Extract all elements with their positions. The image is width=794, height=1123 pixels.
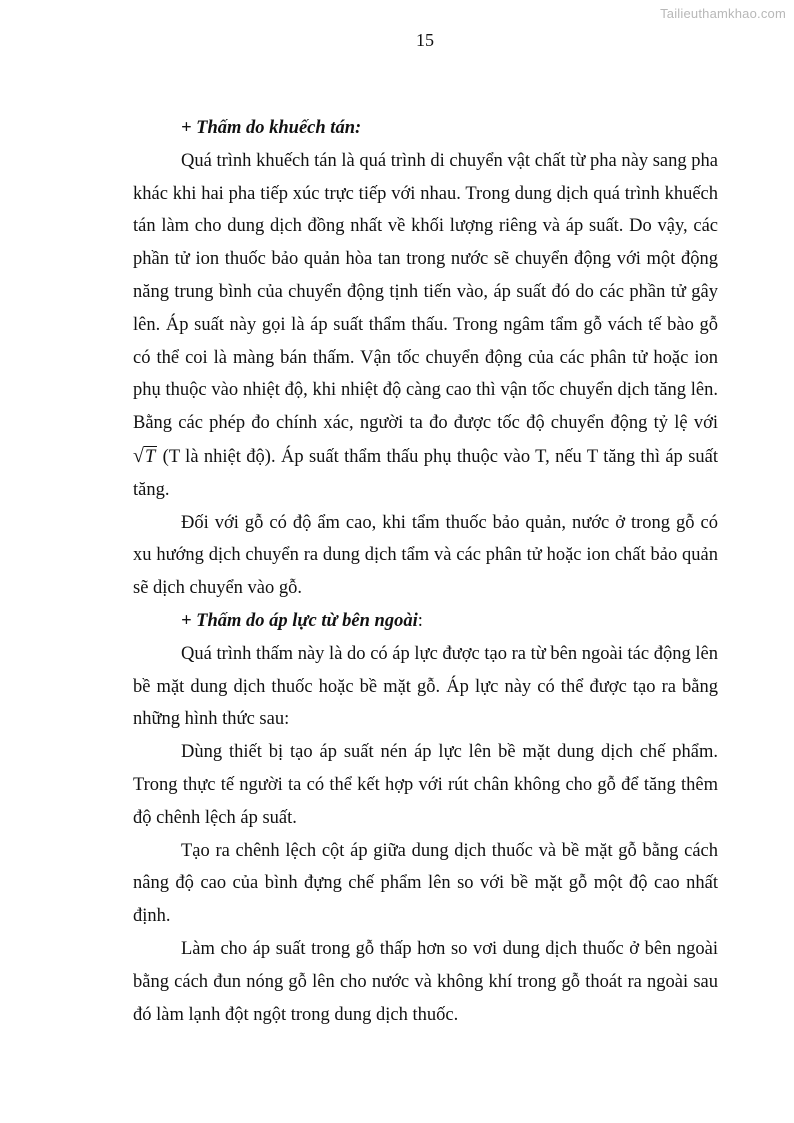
diffusion-paragraph-1-tail: (T là nhiệt độ). Áp suất thẩm thấu phụ thuộc vào T, nếu T tăng thì áp suất tăng. (133, 446, 718, 500)
pressure-heading: + Thấm do áp lực từ bên ngoài (181, 610, 418, 631)
pressure-paragraph-4: Làm cho áp suất trong gỗ thấp hơn so vơi dung dịch thuốc ở bên ngoài bằng cách đun nóng gỗ lên cho nước và không khí trong gỗ thoát ra ngoài sau đó làm lạnh đột ngột trong dung dịch thuốc. (133, 938, 718, 1025)
square-root-icon: √ (133, 444, 144, 467)
pressure-paragraph-2: Dùng thiết bị tạo áp suất nén áp lực lên bề mặt dung dịch chế phẩm. Trong thực tế người ta có thể kết hợp với rút chân không cho gỗ để tăng thêm độ chênh lệch áp suất. (133, 742, 718, 828)
diffusion-paragraph-2: Đối với gỗ có độ ẩm cao, khi tẩm thuốc bảo quản, nước ở trong gỗ có xu hướng dịch chuyển ra dung dịch tẩm và các phân tử hoặc ion chất bảo quản sẽ dịch chuyển vào gỗ. (133, 512, 718, 599)
pressure-heading-line (133, 605, 718, 638)
pressure-heading-colon: : (417, 610, 423, 631)
pressure-paragraph-1: Quá trình thấm này là do có áp lực được tạo ra từ bên ngoài tác động lên bề mặt dung dịch thuốc hoặc bề mặt gỗ. Áp lực này có thể được tạo ra bằng những hình thức sau: (133, 643, 718, 730)
diffusion-paragraph-1-text: Quá trình khuếch tán là quá trình di chuyển vật chất từ pha này sang pha khác khi hai pha tiếp xúc trực tiếp với nhau. Trong dung dịch quá trình khuếch tán làm cho dung dịch đồng nhất về khối lượng riêng và áp suất. Do vậy, các phần tử ion thuốc bảo quản hòa tan trong nước sẽ chuyển động với một động năng trung bình của chuyển động tịnh tiến vào, áp suất đó do các phần tử gây lên. Áp suất này gọi là áp suất thẩm thấu. Trong ngâm tẩm gỗ vách tế bào gỗ có thể coi là màng bán thấm. Vận tốc chuyển động của các phân tử hoặc ion phụ thuộc vào nhiệt độ, khi nhiệt độ càng cao thì vận tốc chuyển dịch tăng lên. Bằng các phép đo chính xác, người ta đo được tốc độ chuyển động tỷ lệ với (133, 150, 718, 434)
pressure-paragraph-3: Tạo ra chênh lệch cột áp giữa dung dịch thuốc và bề mặt gỗ bằng cách nâng độ cao của bình đựng chế phẩm lên so với bề mặt gỗ một độ cao nhất định. (133, 840, 718, 927)
document-body (133, 112, 718, 1031)
page-number: 15 (416, 30, 434, 50)
sqrt-radicand: T (144, 446, 156, 467)
diffusion-paragraph-1 (133, 145, 718, 507)
sqrt-t-formula (133, 444, 157, 467)
watermark-text: Tailieuthamkhao.com (660, 6, 786, 21)
diffusion-heading: + Thấm do khuếch tán: (181, 118, 362, 138)
